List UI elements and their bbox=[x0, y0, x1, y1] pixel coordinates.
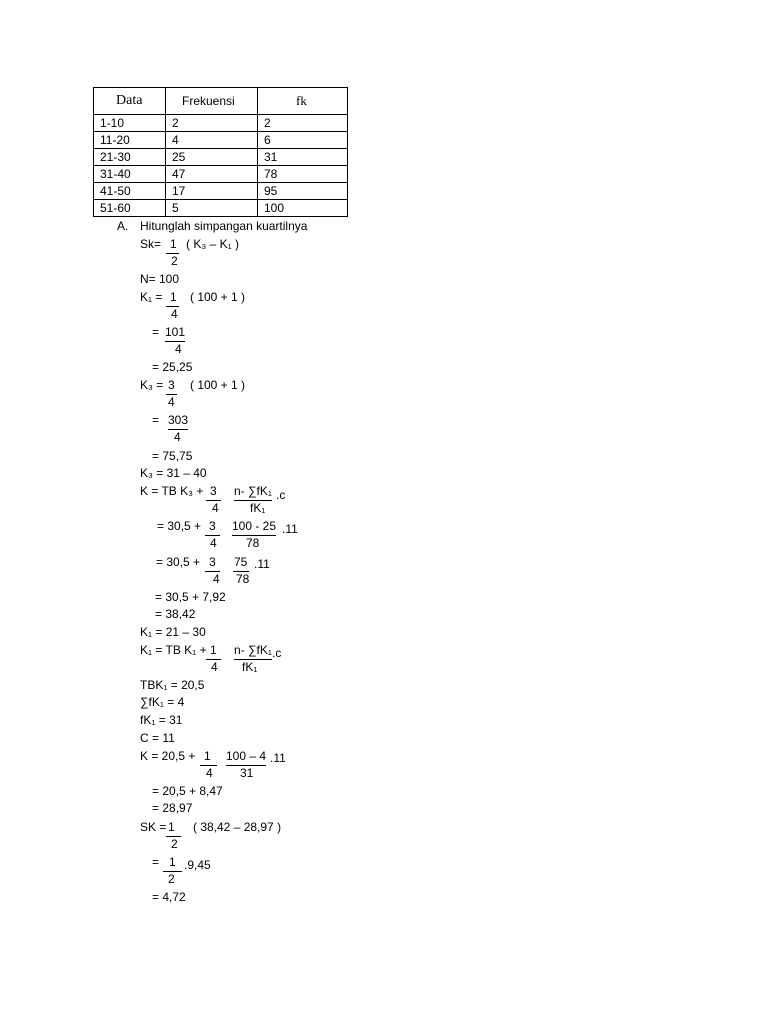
sk-formula-num bbox=[166, 237, 179, 254]
header-frekuensi: Frekuensi bbox=[166, 88, 258, 115]
k3-sub1-suffix: .11 bbox=[282, 522, 298, 536]
k1-sub1-den2: 31 bbox=[240, 766, 254, 780]
sk-formula-den: 2 bbox=[171, 254, 178, 268]
k3-sub2-suffix: .11 bbox=[254, 557, 270, 571]
question-text: Hitunglah simpangan kuartilnya bbox=[140, 219, 308, 233]
table-row bbox=[94, 166, 348, 183]
cell-fk: 78 bbox=[258, 166, 348, 183]
sk-sub2-prefix: = bbox=[152, 855, 160, 869]
k1-formula-rest: ( 100 + 1 ) bbox=[190, 290, 246, 304]
cell-frekuensi: 17 bbox=[166, 183, 258, 200]
sk-sub2-rest: .9,45 bbox=[184, 858, 211, 872]
table-header-row bbox=[94, 88, 348, 115]
tbk1: TBK₁ = 20,5 bbox=[140, 678, 205, 692]
cell-frekuensi: 25 bbox=[166, 149, 258, 166]
k1-sub1-num2-text: 100 – 4 bbox=[226, 749, 266, 766]
k3-interp-den2: fK₁ bbox=[250, 501, 266, 515]
k1-step-prefix: = bbox=[152, 325, 160, 339]
k1-interp-prefix: K₁ = TB K₁ + bbox=[140, 643, 207, 657]
k3-interp-den1: 4 bbox=[212, 501, 219, 515]
header-data: Data bbox=[94, 88, 166, 115]
k3-sub1-num1-text: 3 bbox=[205, 519, 220, 536]
cell-frekuensi: 4 bbox=[166, 132, 258, 149]
k3-sub1-num2 bbox=[232, 519, 276, 536]
sk-result: = 4,72 bbox=[152, 890, 186, 904]
k3-result: = 38,42 bbox=[155, 607, 196, 621]
cell-fk: 6 bbox=[258, 132, 348, 149]
cell-fk: 2 bbox=[258, 115, 348, 132]
k1-interp-den2: fK₁ bbox=[242, 660, 258, 674]
k3-formula-rest: ( 100 + 1 ) bbox=[190, 378, 246, 392]
k1-interp-num2-text: n- ∑fK₁ bbox=[234, 643, 272, 660]
table-row bbox=[94, 149, 348, 166]
k3-step-num bbox=[168, 413, 188, 430]
frequency-table bbox=[93, 87, 348, 217]
k3-sub2-num1-text: 3 bbox=[205, 555, 220, 572]
k1-interp-suffix: .c bbox=[272, 646, 282, 660]
k1-sub1-num2 bbox=[226, 749, 266, 766]
cell-frekuensi: 47 bbox=[166, 166, 258, 183]
sk-sub1-den: 2 bbox=[171, 837, 178, 851]
k1-interp-num1-text: 1 bbox=[206, 643, 221, 660]
cell-data: 1-10 bbox=[94, 115, 166, 132]
k1-sub1-den1: 4 bbox=[206, 766, 213, 780]
k3-formula-prefix: K₃ = bbox=[140, 378, 164, 392]
k1-sub1-num1-text: 1 bbox=[200, 749, 217, 766]
k3-sub1-num2-text: 100 - 25 bbox=[232, 519, 276, 536]
k1-sub1-num1 bbox=[200, 749, 217, 766]
sk-sub1-num-text: 1 bbox=[166, 820, 181, 837]
k3-formula-num bbox=[166, 378, 177, 395]
k3-sub1-den2: 78 bbox=[246, 536, 260, 550]
k3-sub2-den1: 4 bbox=[213, 572, 220, 586]
k1-interp-num2 bbox=[234, 643, 272, 660]
question-marker: A. bbox=[117, 219, 129, 233]
c-value: C = 11 bbox=[140, 731, 175, 745]
sum-fk1: ∑fK₁ = 4 bbox=[140, 695, 185, 709]
sk-sub2-num bbox=[163, 855, 182, 872]
table-row bbox=[94, 115, 348, 132]
k1-class: K₁ = 21 – 30 bbox=[140, 625, 206, 639]
n-value: N= 100 bbox=[140, 272, 180, 286]
sk-sub1-rest: ( 38,42 – 28,97 ) bbox=[193, 820, 282, 834]
k3-sub2-den2: 78 bbox=[236, 572, 250, 586]
k3-interp-num2 bbox=[234, 484, 272, 501]
cell-frekuensi: 5 bbox=[166, 200, 258, 217]
k3-interp-num2-text: n- ∑fK₁ bbox=[234, 484, 272, 501]
sk-formula-prefix: Sk= bbox=[140, 237, 162, 251]
k1-step-num bbox=[165, 325, 185, 342]
k3-sub2-num1 bbox=[205, 555, 220, 572]
cell-data: 21-30 bbox=[94, 149, 166, 166]
k1-interp-den1: 4 bbox=[211, 660, 218, 674]
k1-result: = 28,97 bbox=[152, 801, 193, 815]
cell-frekuensi: 2 bbox=[166, 115, 258, 132]
k1-value: = 25,25 bbox=[152, 360, 193, 374]
sk-sub2-num-text: 1 bbox=[163, 855, 182, 872]
k3-formula-den: 4 bbox=[168, 395, 175, 409]
k1-step-den: 4 bbox=[175, 342, 182, 356]
k1-step-num-text: 101 bbox=[165, 325, 185, 342]
k3-step-den: 4 bbox=[174, 430, 181, 444]
k3-sub3: = 30,5 + 7,92 bbox=[155, 590, 226, 604]
cell-data: 41-50 bbox=[94, 183, 166, 200]
table-row bbox=[94, 183, 348, 200]
sk-sub2-den: 2 bbox=[168, 872, 175, 886]
k3-sub2-num2-text: 75 bbox=[233, 555, 249, 572]
cell-data: 51-60 bbox=[94, 200, 166, 217]
k1-interp-num1 bbox=[206, 643, 221, 660]
k3-interp-suffix: .c bbox=[276, 488, 286, 502]
k1-formula-num-text: 1 bbox=[166, 290, 179, 307]
cell-fk: 100 bbox=[258, 200, 348, 217]
sk-sub1-num bbox=[166, 820, 181, 837]
cell-data: 11-20 bbox=[94, 132, 166, 149]
k3-sub1-prefix: = 30,5 + bbox=[157, 519, 202, 533]
cell-fk: 95 bbox=[258, 183, 348, 200]
header-fk: fk bbox=[258, 88, 348, 115]
k3-sub1-den1: 4 bbox=[210, 536, 217, 550]
k1-sub1-prefix: K = 20,5 + bbox=[140, 749, 196, 763]
k3-class: K₃ = 31 – 40 bbox=[140, 466, 207, 480]
k3-interp-prefix: K = TB K₃ + bbox=[140, 484, 204, 498]
k3-step-prefix: = bbox=[152, 413, 160, 427]
k1-sub1-suffix: .11 bbox=[270, 751, 286, 765]
sk-formula-num-text: 1 bbox=[166, 237, 179, 254]
k1-formula-prefix: K₁ = bbox=[140, 290, 163, 304]
k3-formula-num-text: 3 bbox=[166, 378, 177, 395]
k3-sub1-num1 bbox=[205, 519, 220, 536]
table-row bbox=[94, 200, 348, 217]
k3-value: = 75,75 bbox=[152, 449, 193, 463]
k3-interp-num1 bbox=[206, 484, 221, 501]
sk-sub1-prefix: SK = bbox=[140, 820, 167, 834]
k1-formula-num bbox=[166, 290, 179, 307]
k3-sub2-num2 bbox=[233, 555, 249, 572]
table-row bbox=[94, 132, 348, 149]
cell-fk: 31 bbox=[258, 149, 348, 166]
k3-sub2-prefix: = 30,5 + bbox=[156, 555, 201, 569]
sk-formula-rest: ( K₃ – K₁ ) bbox=[186, 237, 239, 251]
k1-sub2: = 20,5 + 8,47 bbox=[152, 784, 223, 798]
k1-formula-den: 4 bbox=[171, 307, 178, 321]
cell-data: 31-40 bbox=[94, 166, 166, 183]
k3-step-num-text: 303 bbox=[168, 413, 188, 430]
k3-interp-num1-text: 3 bbox=[206, 484, 221, 501]
fk1: fK₁ = 31 bbox=[140, 713, 183, 727]
